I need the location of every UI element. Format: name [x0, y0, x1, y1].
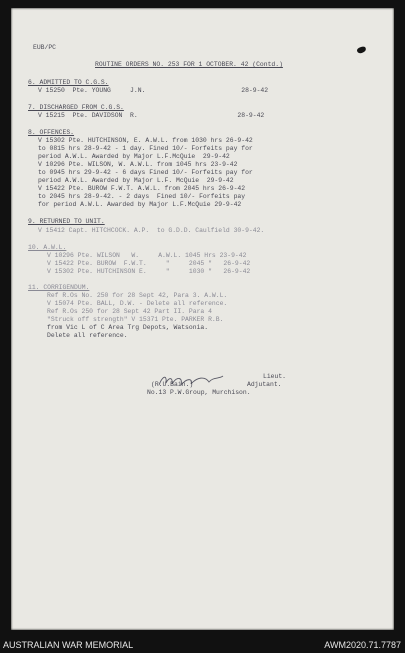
- document-page: [11, 8, 394, 630]
- archive-footer: [0, 638, 405, 653]
- section-line: V 15422 Pte. BUROW F.W.T. A.W.L. from 2045 hrs 26-9-42: [38, 185, 246, 192]
- section-line: Delete all reference.: [47, 332, 128, 339]
- archive-name: AUSTRALIAN WAR MEMORIAL: [3, 640, 134, 650]
- section-line: V 15250 Pte. YOUNG J.N. 28-9-42: [38, 87, 269, 94]
- section-title: 7. DISCHARGED FROM C.G.S.: [28, 104, 124, 111]
- section-title: 9. RETURNED TO UNIT.: [28, 218, 105, 225]
- signatory-name: (R.U.Bain.): [151, 381, 194, 388]
- signatory-role: Adjutant.: [247, 381, 282, 388]
- section-line: from Vic L of C Area Trg Depots, Watsonia.: [47, 324, 209, 331]
- signatory-rank: Lieut.: [263, 373, 287, 380]
- section-line: Ref R.Os No. 250 for 28 Sept 42, Para 3. A.W.L.: [47, 292, 228, 299]
- section-title: 10. A.W.L.: [28, 244, 67, 251]
- section-line: V 15302 Pte. HUTCHINSON E. " 1030 " 26-9-42: [47, 268, 251, 275]
- section-line: period A.W.L. Awarded by Major L.F.McQuie 29-9-42: [38, 153, 230, 160]
- document-heading: ROUTINE ORDERS NO. 253 FOR 1 OCTOBER. 42 (Contd.): [95, 61, 283, 68]
- section-line: V 15215 Pte. DAVIDSON R. 28-9-42: [38, 112, 265, 119]
- section-line: for period A.W.L. Awarded by Major L.F.McQuie 29-9-42: [38, 201, 242, 208]
- section-line: V 15074 Pte. BALL, D.W. - Delete all reference.: [47, 300, 228, 307]
- section-line: to 2045 hrs 28-9-42. - 2 days Fined 10/- Forfeits pay: [38, 193, 246, 200]
- section-line: to 0945 hrs 29-9-42 - 6 days Fined 10/- Forfeits pay for: [38, 169, 253, 176]
- signatory-unit: No.13 P.W.Group, Murchison.: [147, 389, 251, 396]
- section-line: V 15422 Pte. BUROW F.W.T. " 2045 " 26-9-42: [47, 260, 251, 267]
- section-line: to 0815 hrs 28-9-42 - 1 day. Fined 10/- Forfeits pay for: [38, 145, 253, 152]
- section-title: 8. OFFENCES.: [28, 129, 75, 136]
- section-line: Ref R.Os 250 for 28 Sept 42 Part II. Para 4: [47, 308, 212, 315]
- section-line: V 15302 Pte. HUTCHINSON, E. A.W.L. from 1030 hrs 26-9-42: [38, 137, 253, 144]
- section-line: V 15412 Capt. HITCHCOCK. A.P. to G.D.D. Caulfield 30-9-42.: [38, 227, 265, 234]
- section-title: 11. CORRIGENDUM.: [28, 284, 90, 291]
- section-line: "Struck off strength" V 15371 Pte. PARKER R.B.: [47, 316, 224, 323]
- section-line: period A.W.L. Awarded by Major L.F. McQuie 29-9-42: [38, 177, 234, 184]
- punch-hole: [356, 46, 366, 54]
- document-reference: EUB/PC: [33, 44, 57, 51]
- section-line: V 10296 Pte. WILSON, W. A.W.L. from 1045 hrs 23-9-42: [38, 161, 238, 168]
- archive-reference: AWM2020.71.7787: [324, 640, 401, 650]
- section-title: 6. ADMITTED TO C.G.S.: [28, 79, 109, 86]
- section-line: V 10296 Pte. WILSON W. A.W.L. 1045 Hrs 23-9-42: [47, 252, 247, 259]
